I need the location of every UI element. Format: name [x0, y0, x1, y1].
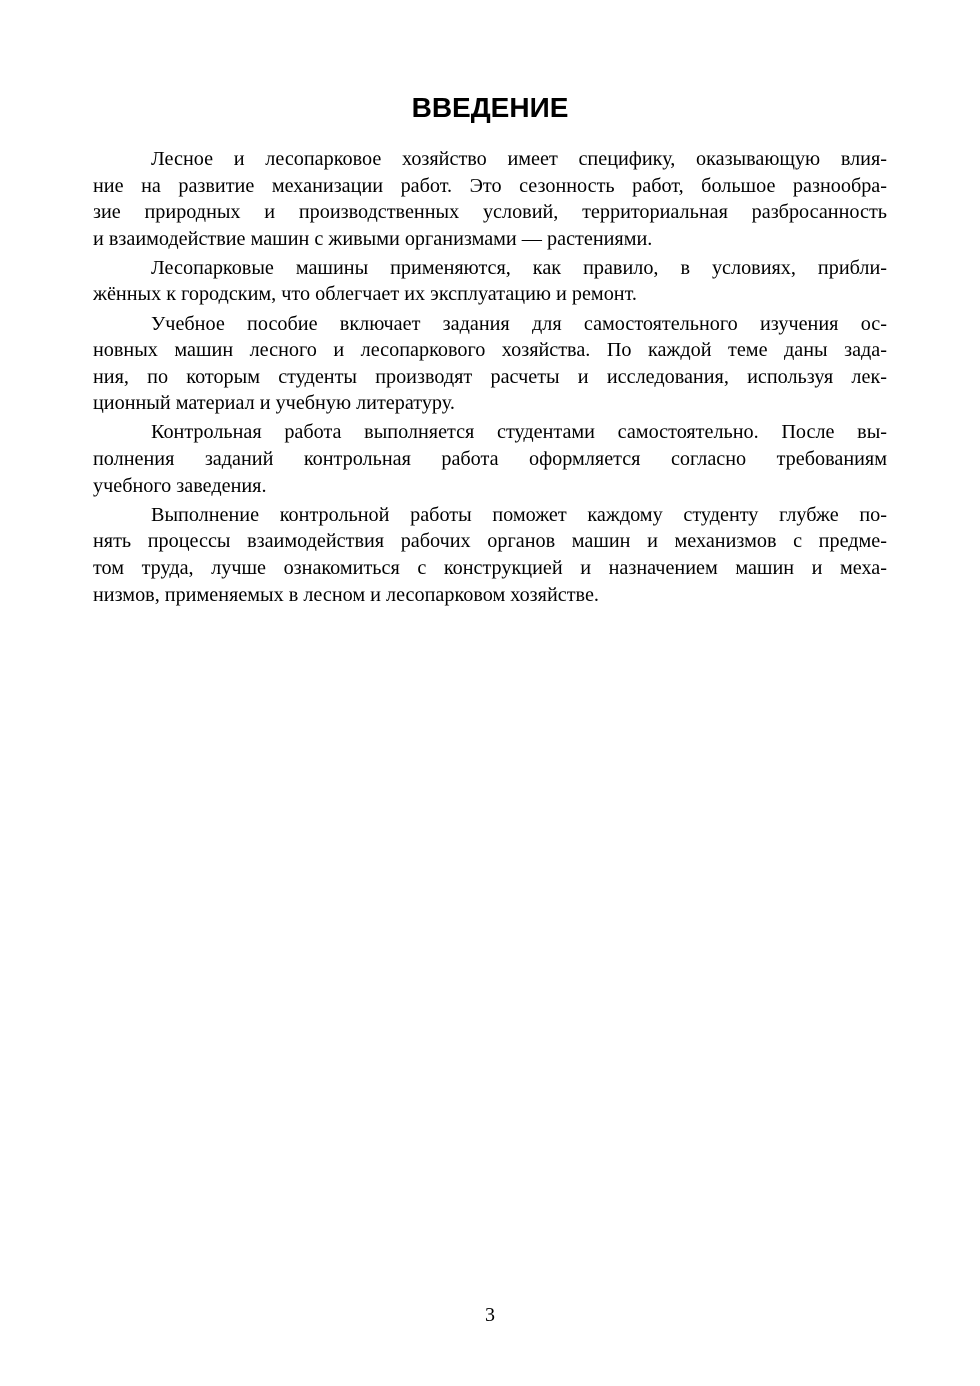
text-line: ние на развитие механизации работ. Это сезонность работ, большое разнообра- — [93, 174, 887, 197]
page-number: 3 — [485, 1304, 495, 1326]
paragraph-2 — [93, 255, 887, 308]
text-line: учебного заведения. — [93, 474, 267, 497]
page-title: ВВЕДЕНИЕ — [411, 92, 569, 123]
paragraph-5 — [93, 502, 887, 608]
text-line: нять процессы взаимодействия рабочих органов машин и механизмов с предме- — [93, 530, 887, 553]
body-text — [93, 146, 887, 611]
text-line: Учебное пособие включает задания для самостоятельного изучения ос- — [151, 312, 887, 335]
text-line: Выполнение контрольной работы поможет каждому студенту глубже по- — [151, 503, 887, 526]
paragraph-1 — [93, 146, 887, 252]
text-line: ния, по которым студенты производят расчеты и исследования, используя лек- — [93, 365, 887, 388]
text-line: полнения заданий контрольная работа оформляется согласно требованиям — [93, 448, 887, 471]
paragraph-4 — [93, 419, 887, 499]
text-line: новных машин лесного и лесопаркового хозяйства. По каждой теме даны зада- — [93, 339, 887, 362]
text-line: жённых к городским, что облегчает их эксплуатацию и ремонт. — [93, 283, 637, 306]
text-line: и взаимодействие машин с живыми организмами — растениями. — [93, 227, 653, 250]
text-line: низмов, применяемых в лесном и лесопарковом хозяйстве. — [93, 583, 599, 606]
text-line: Лесопарковые машины применяются, как правило, в условиях, прибли- — [151, 256, 887, 279]
text-line: Лесное и лесопарковое хозяйство имеет специфику, оказывающую влия- — [151, 148, 887, 170]
text-line: Контрольная работа выполняется студентами самостоятельно. После вы- — [151, 421, 887, 444]
paragraph-3 — [93, 311, 887, 417]
text-line: ционный материал и учебную литературу. — [93, 392, 455, 415]
text-line: том труда, лучше ознакомиться с конструкцией и назначением машин и меха- — [93, 556, 887, 579]
text-line: зие природных и производственных условий, территориальная разбросанность — [93, 201, 887, 224]
